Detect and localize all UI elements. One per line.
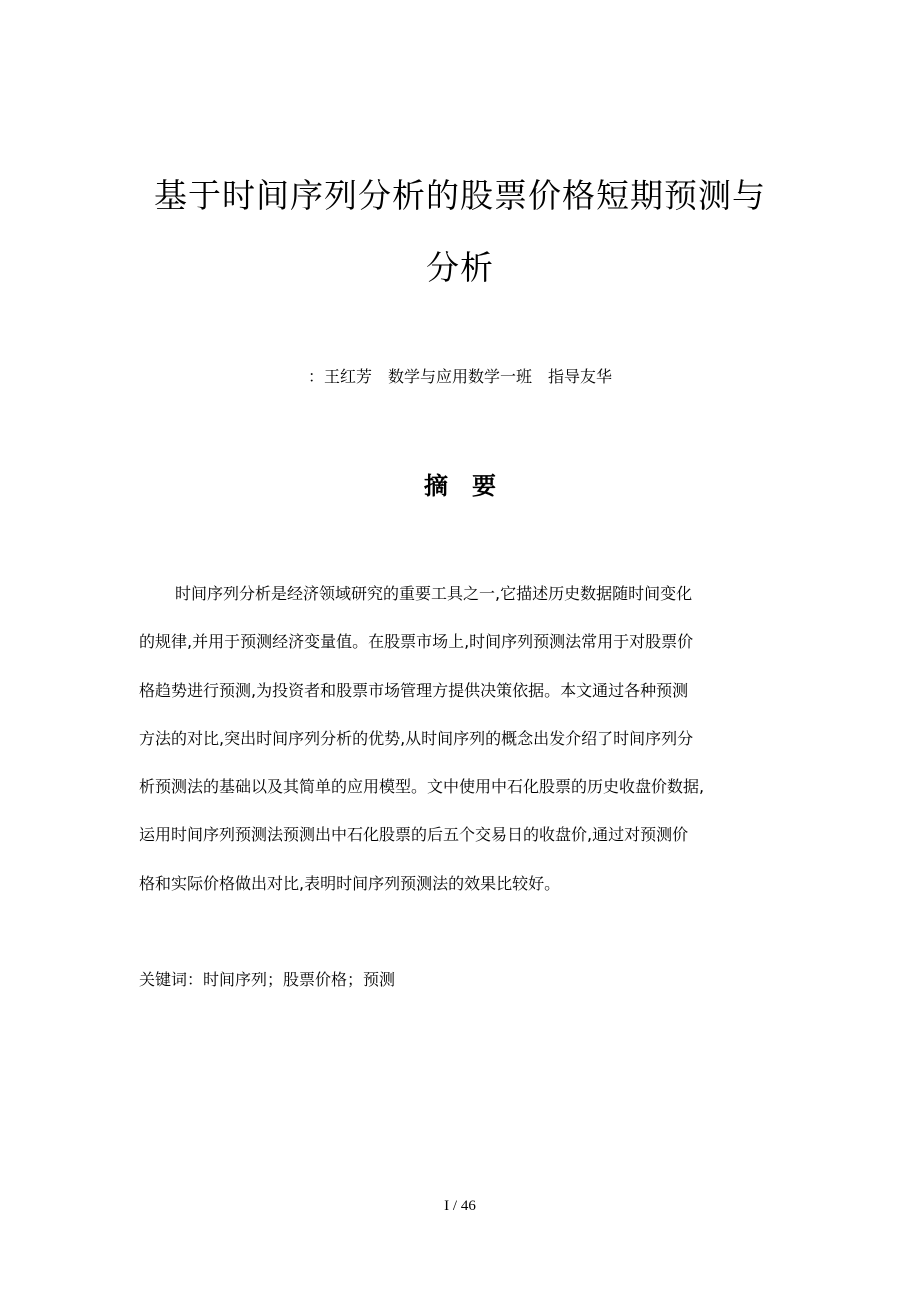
- keywords-line: 关键词：时间序列；股票价格；预测: [139, 970, 396, 989]
- abstract-line-1: 时间序列分析是经济领域研究的重要工具之一,它描述历史数据随时间变化: [175, 584, 693, 603]
- title-line-1: 基于时间序列分析的股票价格短期预测与: [154, 176, 766, 215]
- abstract-line-6: 运用时间序列预测法预测出中石化股票的后五个交易日的收盘价,通过对预测价: [139, 825, 689, 844]
- abstract-line-7: 格和实际价格做出对比,表明时间序列预测法的效果比较好。: [139, 874, 561, 893]
- page-number: I / 46: [444, 1198, 476, 1214]
- abstract-heading: 摘 要: [424, 472, 496, 500]
- author-line: ：王红芳 数学与应用数学一班 指导友华: [307, 367, 612, 386]
- title-line-2: 分析: [426, 248, 494, 287]
- abstract-line-2: 的规律,并用于预测经济变量值。在股票市场上,时间序列预测法常用于对股票价: [139, 632, 694, 651]
- abstract-line-4: 方法的对比,突出时间序列分析的优势,从时间序列的概念出发介绍了时间序列分: [139, 729, 694, 748]
- abstract-line-5: 析预测法的基础以及其简单的应用模型。文中使用中石化股票的历史收盘价数据,: [139, 777, 705, 796]
- abstract-line-3: 格趋势进行预测,为投资者和股票市场管理方提供决策依据。本文通过各种预测: [139, 681, 689, 700]
